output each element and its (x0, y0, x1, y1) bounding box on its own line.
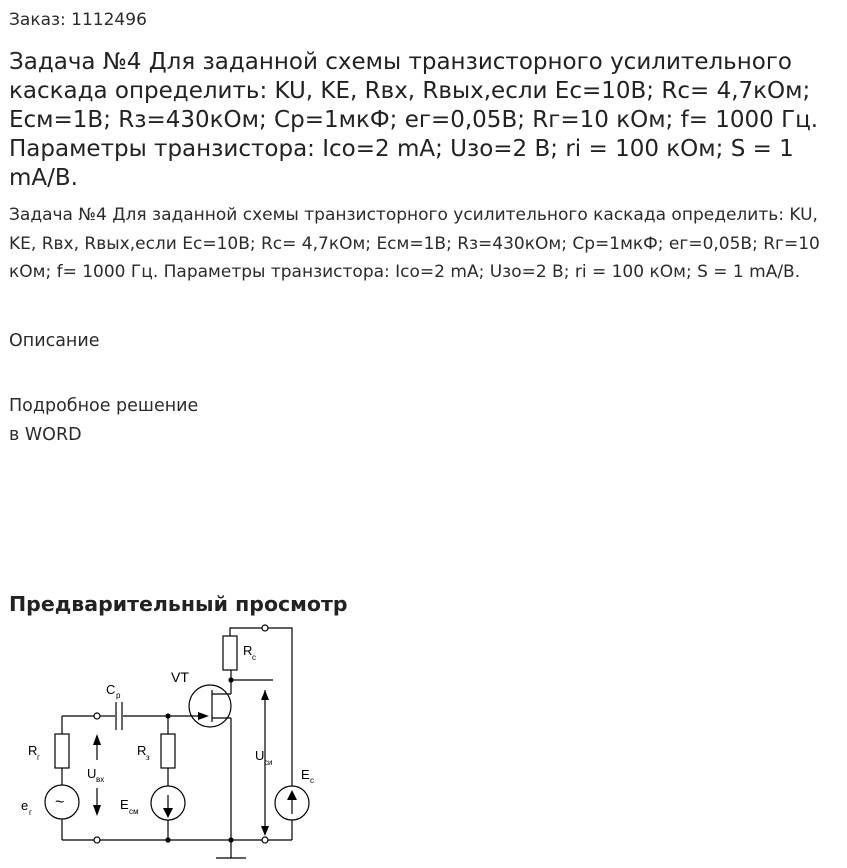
label-esm: E (120, 797, 129, 812)
label-rg-sub: г (37, 753, 40, 762)
label-vt: VT (171, 669, 189, 685)
label-tilde: ~ (55, 794, 65, 811)
label-rz-sub: з (146, 753, 150, 762)
resistor-rg (55, 734, 69, 768)
junction-dot-bottom-esm (165, 837, 170, 842)
task-title: Задача №4 Для заданной схемы транзисторного усилительного каскада определить: KU, KE, Rвх, Rвых,если Ec=10В; Rc= 4,7кОм; Eсм=1В; Rз=430кОм; Cр=1мкФ; eг=0,05В; Rг=10 кОм; f= 1000 Гц. Параметры транзистора: Iсо=2 mA; Uзо=2 В; ri = 100 кОм; S = 1 mA/B. (9, 49, 819, 191)
input-terminal-top (94, 713, 100, 719)
supply-terminal-top (262, 625, 268, 631)
esm-arrow-down (163, 808, 173, 818)
label-eg: e (21, 798, 29, 813)
solution-line-2: в WORD (9, 425, 82, 445)
label-uvx-sub: вх (96, 775, 105, 784)
junction-dot-bottom-source (228, 837, 233, 842)
gate-arrow (198, 712, 209, 720)
wire-rc-top (230, 628, 262, 636)
label-usi-sub: си (264, 758, 273, 767)
label-usi: U (255, 748, 265, 763)
junction-dot-drain (228, 677, 233, 682)
resistor-rc (223, 636, 237, 670)
label-rz: R (137, 743, 147, 758)
label-cp: C (106, 682, 116, 697)
uvx-arrow-down (93, 805, 101, 816)
label-uvx: U (87, 766, 97, 781)
label-esm-sub: см (129, 807, 139, 816)
label-rc-sub: с (252, 653, 256, 662)
uvx-arrow-up (93, 734, 101, 745)
preview-heading: Предварительный просмотр (9, 592, 348, 616)
label-rg: R (28, 743, 38, 758)
description-heading: Описание (9, 331, 100, 351)
ec-arrow-up (287, 790, 297, 800)
task-description: Задача №4 Для заданной схемы транзисторного усилительного каскада определить: KU, KE, Rвх, Rвых,если Ec=10В; Rc= 4,7кОм; Eсм=1В; Rз=430кОм; Cр=1мкФ; eг=0,05В; Rг=10 кОм; f= 1000 Гц. Параметры транзистора: Iсо=2 mA; Uзо=2 В; ri = 100 кОм; S = 1 mA/B. (9, 205, 820, 282)
solution-line-1: Подробное решение (9, 396, 199, 416)
label-ec-sub: с (310, 776, 314, 785)
resistor-rz (161, 734, 175, 768)
output-terminal-bottom (262, 837, 268, 843)
usi-arrow-up (261, 690, 269, 700)
transistor-vt-body (189, 685, 231, 727)
input-terminal-bottom (94, 837, 100, 843)
usi-arrow-down (261, 826, 269, 836)
order-number: Заказ: 1112496 (9, 10, 147, 30)
label-ec: E (301, 767, 310, 782)
label-eg-sub: г (29, 808, 32, 817)
label-rc: R (243, 643, 253, 658)
label-cp-sub: р (116, 691, 121, 700)
junction-dot-gate (165, 713, 170, 718)
